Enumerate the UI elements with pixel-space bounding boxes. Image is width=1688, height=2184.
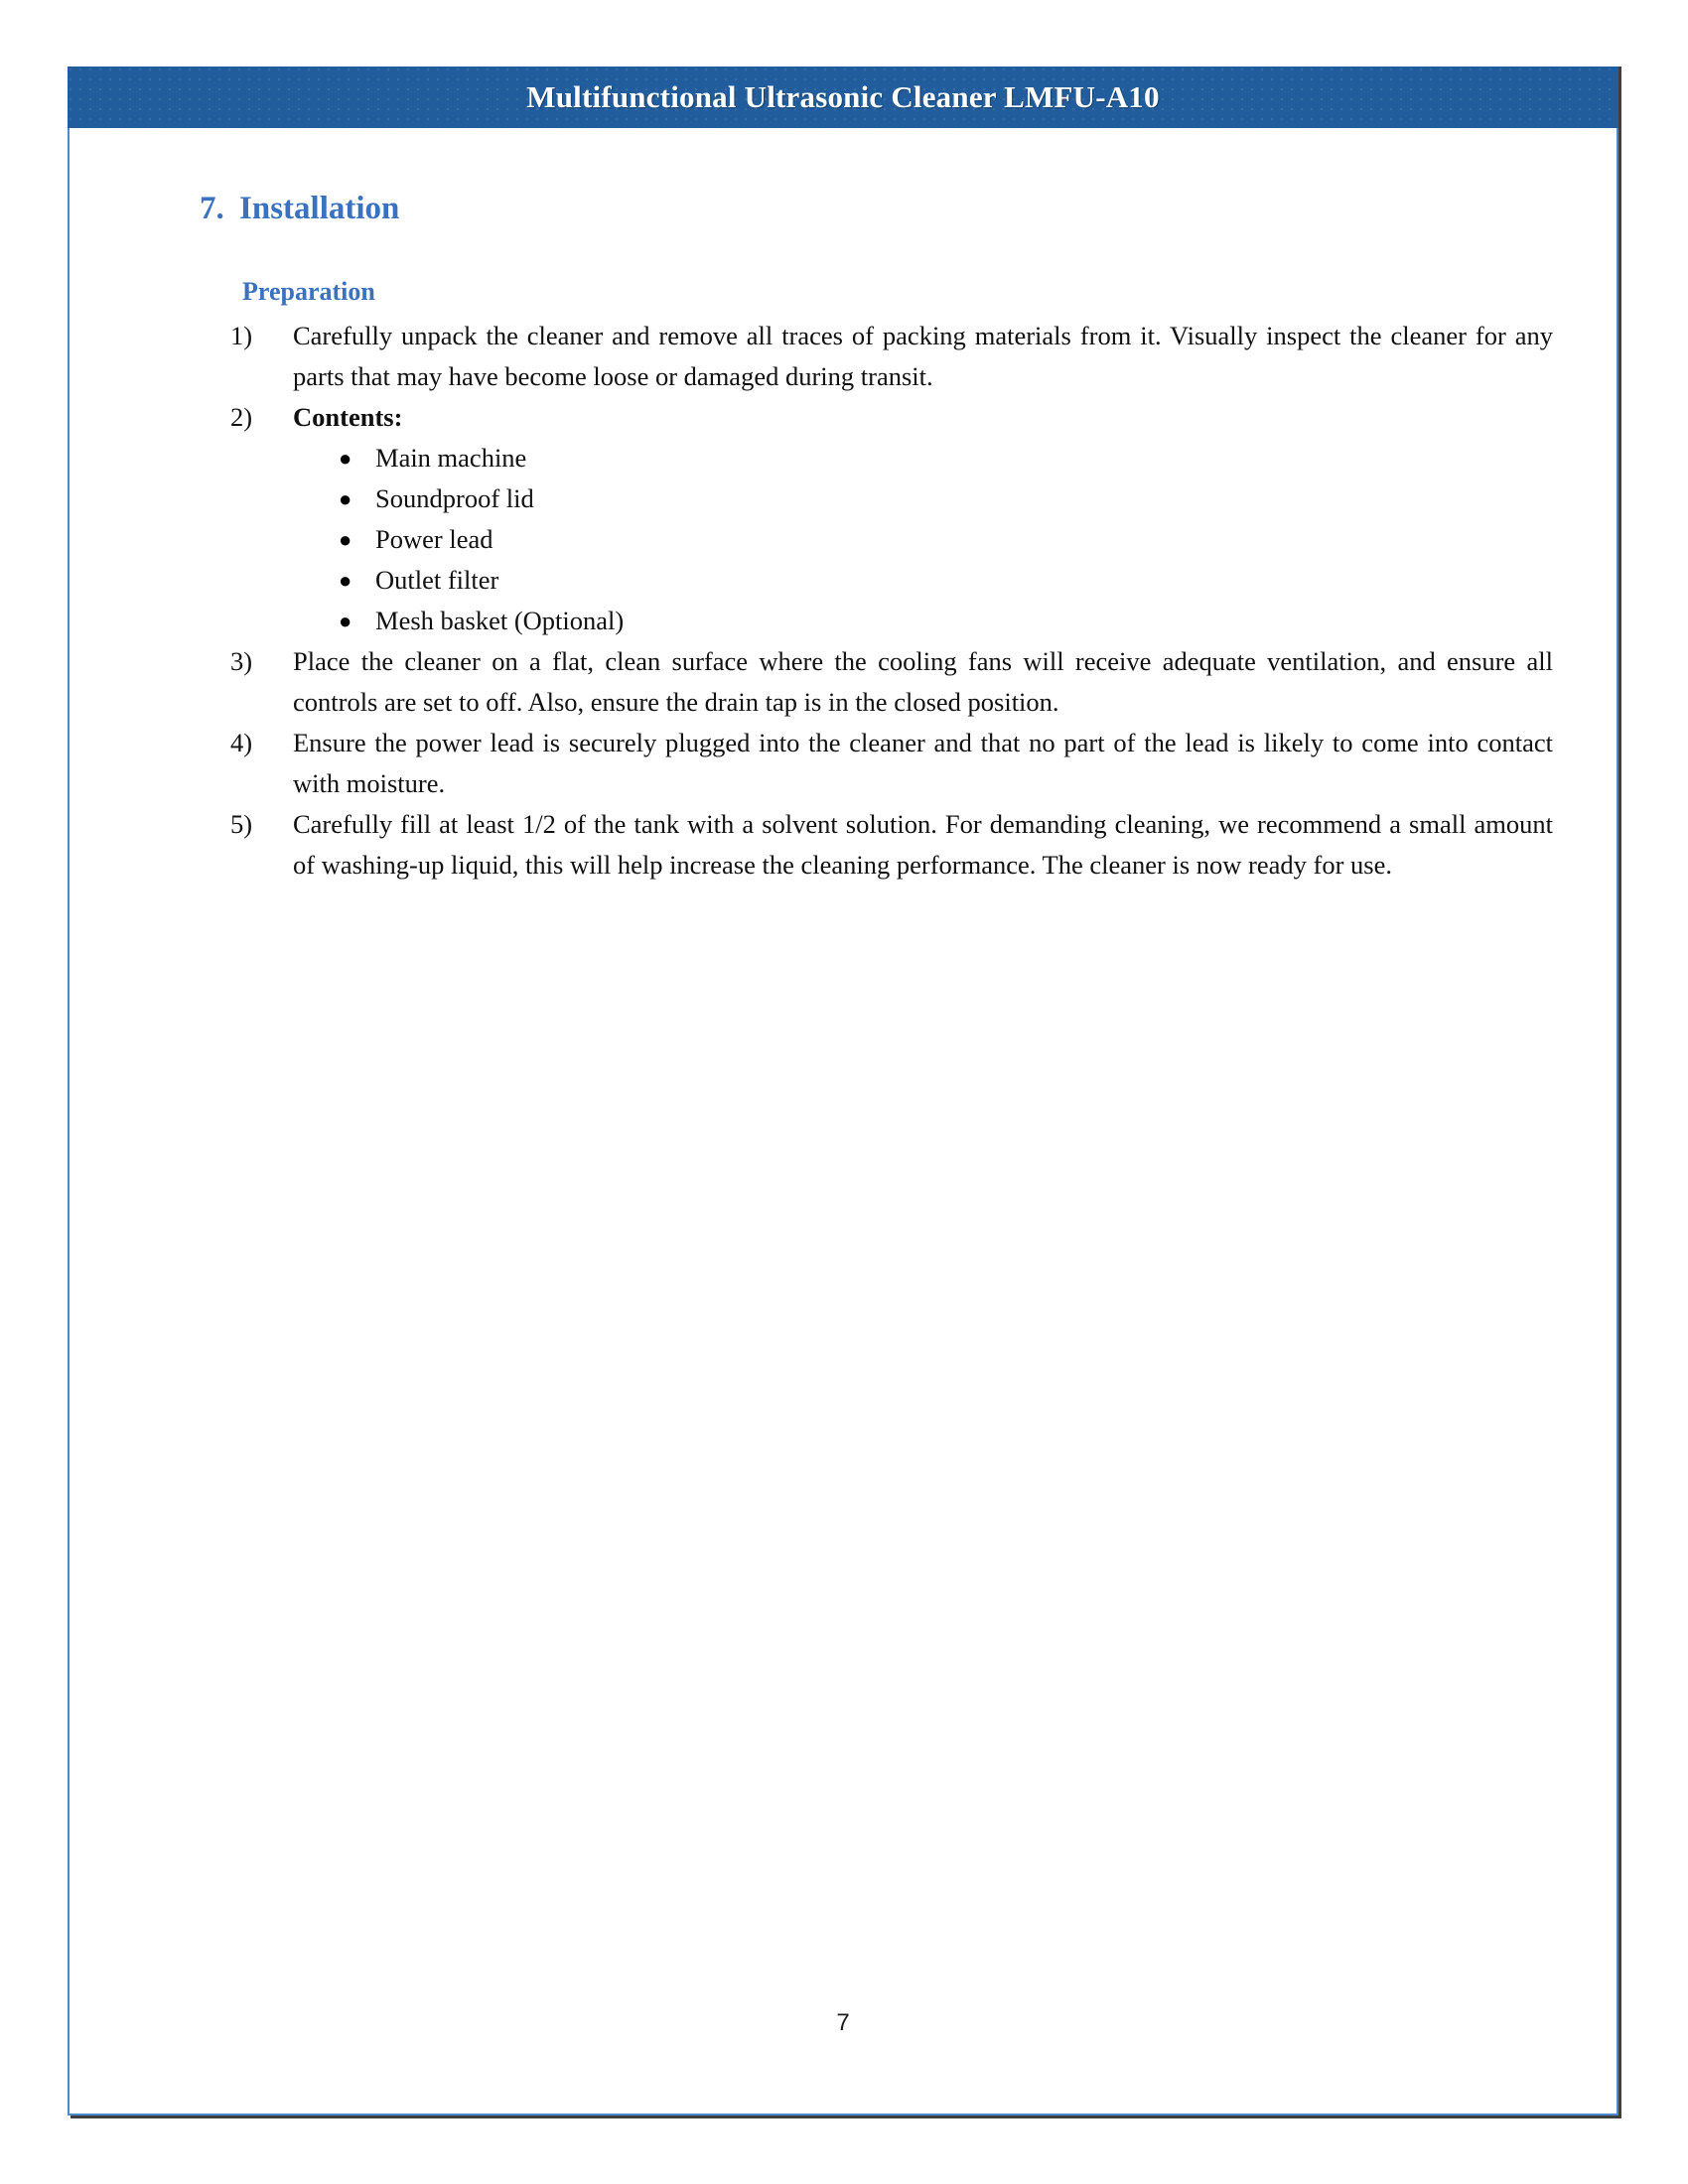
contents-bullet-list xyxy=(293,438,1553,641)
bullet-icon: ● xyxy=(339,527,352,552)
list-item-text: Ensure the power lead is securely plugged into the cleaner and that no part of the lead is likely to come into contact with moisture. xyxy=(293,728,1553,798)
bullet-icon: ● xyxy=(339,568,352,593)
bullet-item-label: Power lead xyxy=(375,524,493,554)
page-number: 7 xyxy=(836,2009,850,2036)
list-item-marker: 4) xyxy=(230,728,253,757)
bullet-icon: ● xyxy=(339,486,352,511)
list-item xyxy=(230,641,1553,723)
subsection-heading-preparation: Preparation xyxy=(242,277,375,306)
list-item-text: Place the cleaner on a flat, clean surface where the cooling fans will receive adequate ventilation, and ensure all controls are set to off. Also, ensure the drain tap is in the closed position. xyxy=(293,646,1553,717)
installation-steps-list xyxy=(230,316,1553,886)
list-item xyxy=(293,519,1553,560)
list-item xyxy=(293,478,1553,519)
document-title: Multifunctional Ultrasonic Cleaner LMFU-A10 xyxy=(526,79,1160,114)
list-item xyxy=(230,804,1553,886)
section-title: Installation xyxy=(239,191,400,226)
document-header-banner xyxy=(68,67,1618,128)
list-item xyxy=(230,316,1553,397)
list-item-text: Carefully unpack the cleaner and remove all traces of packing materials from it. Visually inspect the cleaner for any parts that may have become loose or damaged during transit. xyxy=(293,321,1553,391)
bullet-item-label: Main machine xyxy=(375,443,527,473)
page-content xyxy=(68,128,1618,2116)
list-item xyxy=(230,397,1553,641)
section-heading xyxy=(200,191,399,227)
bullet-item-label: Outlet filter xyxy=(375,565,499,595)
bullet-item-label: Mesh basket (Optional) xyxy=(375,606,625,635)
list-item xyxy=(293,601,1553,641)
list-item-text: Contents: xyxy=(293,402,403,432)
list-item-marker: 3) xyxy=(230,646,253,676)
list-item xyxy=(293,438,1553,478)
bullet-icon: ● xyxy=(339,609,352,633)
list-item-text: Carefully fill at least 1/2 of the tank with a solvent solution. For demanding cleaning, we recommend a small amount of washing-up liquid, this will help increase the cleaning performance. The cleaner is now ready for use. xyxy=(293,809,1553,880)
section-number: 7. xyxy=(200,191,224,226)
bullet-icon: ● xyxy=(339,446,352,471)
list-item-marker: 1) xyxy=(230,321,253,350)
list-item-marker: 2) xyxy=(230,402,253,432)
list-item xyxy=(230,723,1553,804)
list-item-marker: 5) xyxy=(230,809,253,839)
bullet-item-label: Soundproof lid xyxy=(375,483,534,513)
list-item xyxy=(293,560,1553,601)
